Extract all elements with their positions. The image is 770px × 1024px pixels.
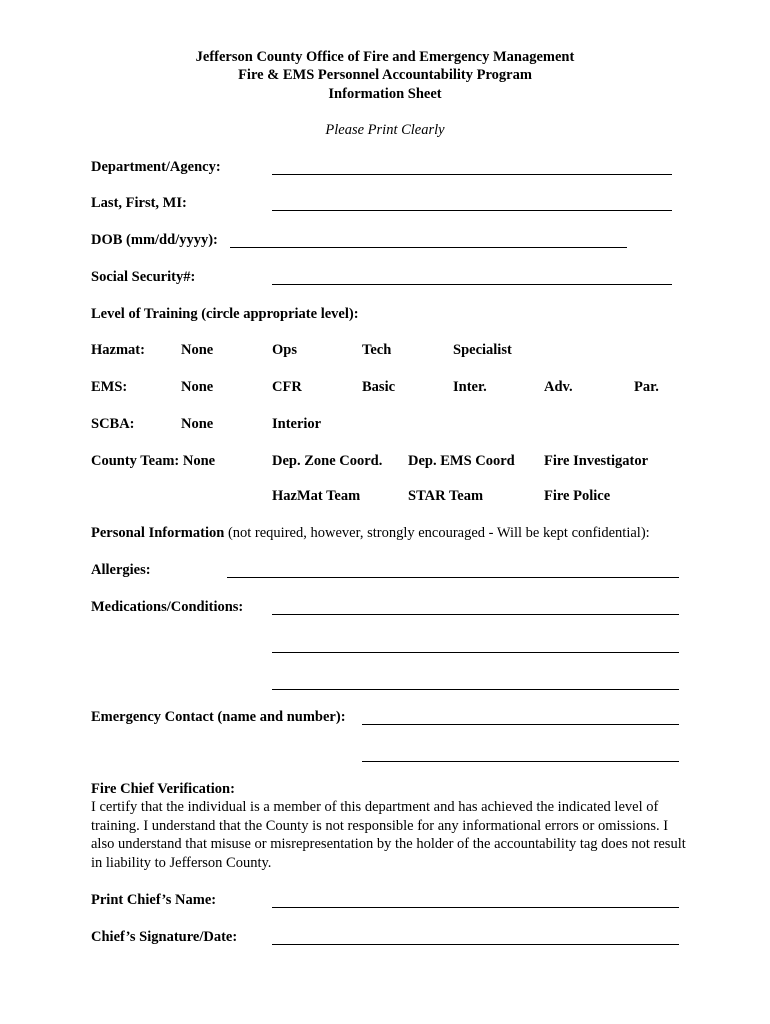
ems-option-inter[interactable]: Inter.: [453, 379, 487, 395]
county-team-option-hazmat-team[interactable]: HazMat Team: [272, 488, 361, 504]
name-label: Last, First, MI:: [91, 195, 187, 211]
training-heading: Level of Training (circle appropriate level):: [91, 306, 359, 322]
hazmat-option-none[interactable]: None: [181, 342, 214, 358]
county-team-option-fire-investigator[interactable]: Fire Investigator: [544, 453, 649, 469]
scba-option-interior[interactable]: Interior: [272, 416, 322, 432]
personal-info-heading: [91, 524, 650, 542]
ems-option-none[interactable]: None: [181, 379, 214, 395]
verification-heading: Fire Chief Verification:: [91, 781, 235, 797]
form-title-line1: Jefferson County Office of Fire and Emergency Management: [195, 49, 575, 65]
county-team-option-star-team[interactable]: STAR Team: [408, 488, 484, 504]
medications-label: Medications/Conditions:: [91, 599, 244, 615]
county-team-option-fire-police[interactable]: Fire Police: [544, 488, 611, 504]
ems-label: EMS:: [91, 379, 128, 395]
county-team-label: County Team: None: [91, 453, 216, 469]
medications-field-line3[interactable]: [272, 689, 679, 690]
chief-signature-label: Chief’s Signature/Date:: [91, 929, 238, 945]
hazmat-option-tech[interactable]: Tech: [362, 342, 392, 358]
ems-option-adv[interactable]: Adv.: [544, 379, 573, 395]
county-team-option-dep-zone-coord[interactable]: Dep. Zone Coord.: [272, 453, 383, 469]
hazmat-option-ops[interactable]: Ops: [272, 342, 297, 358]
medications-field-line1[interactable]: [272, 614, 679, 615]
ssn-field[interactable]: [272, 284, 672, 285]
dob-field[interactable]: [230, 247, 627, 248]
allergies-field[interactable]: [227, 577, 679, 578]
scba-option-none[interactable]: None: [181, 416, 214, 432]
name-field[interactable]: [272, 210, 672, 211]
ems-option-cfr[interactable]: CFR: [272, 379, 302, 395]
emergency-contact-label: Emergency Contact (name and number):: [91, 709, 346, 725]
chief-name-field[interactable]: [272, 907, 679, 908]
form-title-line3: Information Sheet: [328, 86, 442, 102]
scba-label: SCBA:: [91, 416, 135, 432]
verification-text: I certify that the individual is a member of this department and has achieved the indicated level of training. I understand that the County is not responsible for any informational errors or omissions. I also understand that misuse or misrepresentation by the holder of the accountability tag does not result in liability to Jefferson County.: [91, 799, 686, 871]
department-field[interactable]: [272, 174, 672, 175]
ssn-label: Social Security#:: [91, 269, 196, 285]
chief-signature-field[interactable]: [272, 944, 679, 945]
ems-option-par[interactable]: Par.: [634, 379, 659, 395]
form-title-line2: Fire & EMS Personnel Accountability Program: [238, 67, 532, 83]
personal-info-heading-note: (not required, however, strongly encouraged - Will be kept confidential):: [224, 525, 650, 541]
hazmat-label: Hazmat:: [91, 342, 145, 358]
ems-option-basic[interactable]: Basic: [362, 379, 396, 395]
medications-field-line2[interactable]: [272, 652, 679, 653]
allergies-label: Allergies:: [91, 562, 151, 578]
emergency-contact-field-line2[interactable]: [362, 761, 679, 762]
chief-name-label: Print Chief’s Name:: [91, 892, 217, 908]
hazmat-option-specialist[interactable]: Specialist: [453, 342, 512, 358]
county-team-option-dep-ems-coord[interactable]: Dep. EMS Coord: [408, 453, 515, 469]
emergency-contact-field-line1[interactable]: [362, 724, 679, 725]
personal-info-heading-bold: Personal Information: [91, 525, 225, 541]
print-instruction: Please Print Clearly: [325, 122, 445, 138]
department-label: Department/Agency:: [91, 159, 221, 175]
dob-label: DOB (mm/dd/yyyy):: [91, 232, 218, 248]
